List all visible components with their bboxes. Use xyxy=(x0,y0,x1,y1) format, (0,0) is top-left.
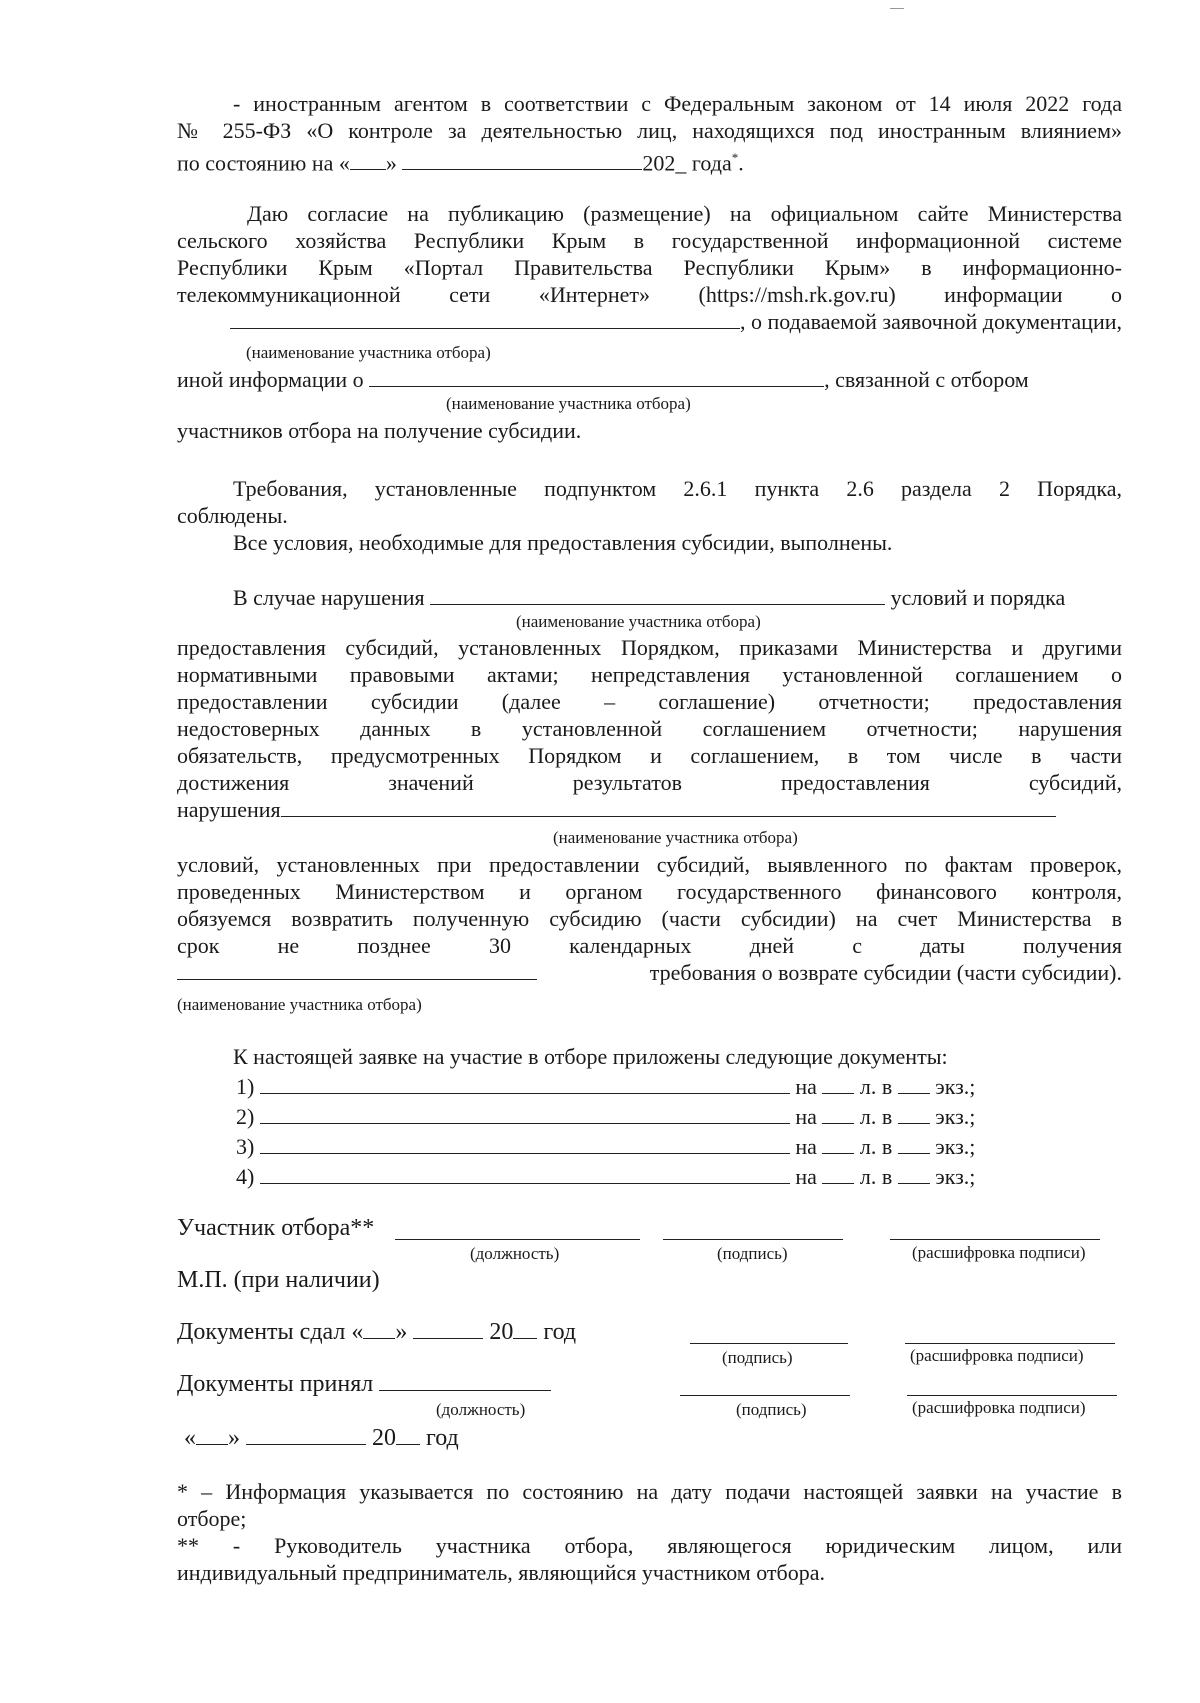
participant-blank xyxy=(230,308,740,329)
field-caption: (наименование участника отбора) xyxy=(246,343,491,362)
month-blank xyxy=(402,149,642,170)
text-line: № 255-ФЗ «О контроле за деятельностью лиц, находящихся под иностранным влиянием» xyxy=(177,118,1122,143)
footnote-2-cont: индивидуальный предприниматель, являющийся участником отбора. xyxy=(177,1560,826,1585)
participant-blank xyxy=(177,959,537,980)
text-line: по состоянию на « » 202_ года*. xyxy=(177,150,744,176)
text-line: Республики Крым «Портал Правительства Республики Крым» в информационно- xyxy=(177,255,1122,280)
text-line: обязательств, предусмотренных Порядком и соглашением, в том числе в части xyxy=(177,743,1122,768)
signature-caption: (подпись) xyxy=(736,1400,807,1419)
text-line: срок не позднее 30 календарных дней с даты получения xyxy=(177,933,1122,958)
day-blank xyxy=(350,149,386,170)
field-caption: (наименование участника отбора) xyxy=(553,828,798,847)
participant-label: Участник отбора** xyxy=(177,1215,375,1241)
decryption-caption: (расшифровка подписи) xyxy=(910,1346,1084,1365)
text-line: предоставления субсидий, установленных Порядком, приказами Министерства и другими xyxy=(177,635,1122,660)
attachment-row: 2) на л. в экз.; xyxy=(236,1104,976,1129)
position-caption: (должность) xyxy=(436,1400,526,1419)
text-line: В случае нарушения условий и порядка xyxy=(233,585,1066,610)
decryption-line xyxy=(890,1238,1100,1240)
footnote-2: ** - Руководитель участника отбора, являющегося юридическим лицом, или xyxy=(177,1533,1122,1558)
violation-paragraph-cont xyxy=(177,851,1122,986)
signature-line xyxy=(663,1238,843,1240)
attachment-row: 3) на л. в экз.; xyxy=(236,1134,976,1159)
foreign-agent-paragraph xyxy=(177,90,1122,176)
field-caption: (наименование участника отбора) xyxy=(446,394,691,413)
stamp-label: М.П. (при наличии) xyxy=(177,1267,380,1293)
text-line: проведенных Министерством и органом государственного финансового контроля, xyxy=(177,879,1122,904)
signature-caption: (подпись) xyxy=(717,1244,788,1263)
document-name-blank xyxy=(260,1133,790,1154)
attachment-row: 1) на л. в экз.; xyxy=(236,1074,976,1099)
consent-paragraph xyxy=(177,200,1122,335)
decryption-line xyxy=(907,1394,1117,1396)
text-line: иной информации о , связанной с отбором xyxy=(177,367,1029,392)
text-line: недостоверных данных в установленной соглашением отчетности; нарушения xyxy=(177,716,1122,741)
text-line: нарушения xyxy=(177,796,1122,823)
text-line: нормативными правовыми актами; непредставления установленной соглашением о xyxy=(177,662,1122,687)
document-name-blank xyxy=(260,1073,790,1094)
participant-blank xyxy=(281,796,1056,817)
violation-paragraph xyxy=(177,634,1122,823)
text-line: условий, установленных при предоставлении субсидий, выявленного по фактам проверок, xyxy=(177,852,1122,877)
requirements-paragraph xyxy=(177,475,1122,556)
receipt-date-line: « » 20 год xyxy=(184,1425,459,1451)
decryption-caption: (расшифровка подписи) xyxy=(912,1243,1086,1262)
text-line: обязуемся возвратить полученную субсидию (части субсидии) на счет Министерства в xyxy=(177,906,1122,931)
participant-blank xyxy=(369,366,824,387)
text-line: Даю согласие на публикацию (размещение) на официальном сайте Министерства xyxy=(247,201,1122,226)
signature-caption: (подпись) xyxy=(722,1348,793,1367)
footnotes xyxy=(177,1478,1122,1586)
received-line: Документы принял xyxy=(177,1370,551,1398)
signature-line xyxy=(680,1394,850,1396)
text-line: предоставлении субсидии (далее – соглашение) отчетности; предоставления xyxy=(177,689,1122,714)
attachment-row: 4) на л. в экз.; xyxy=(236,1164,976,1189)
text-line: , о подаваемой заявочной документации, xyxy=(177,308,1122,335)
field-caption: (наименование участника отбора) xyxy=(516,612,761,631)
document-name-blank xyxy=(260,1103,790,1124)
text-line: Все условия, необходимые для предоставления субсидии, выполнены. xyxy=(233,530,893,555)
field-caption: (наименование участника отбора) xyxy=(177,995,422,1014)
document-name-blank xyxy=(260,1163,790,1184)
text-line: телекоммуникационной сети «Интернет» (https://msh.rk.gov.ru) информации о xyxy=(177,282,1122,307)
position-caption: (должность) xyxy=(470,1244,560,1263)
submitted-line: Документы сдал « » 20 год xyxy=(177,1319,577,1345)
text-line: Требования, установленные подпунктом 2.6.1 пункта 2.6 раздела 2 Порядка, xyxy=(233,476,1122,501)
decryption-line xyxy=(905,1342,1115,1344)
text-line: сельского хозяйства Республики Крым в государственной информационной системе xyxy=(177,228,1122,253)
text-line: требования о возврате субсидии (части субсидии). xyxy=(177,959,1122,986)
footnote-1-cont: отборе; xyxy=(177,1506,247,1531)
footnote-1: * – Информация указывается по состоянию на дату подачи настоящей заявки на участие в xyxy=(177,1479,1122,1504)
text-line: соблюдены. xyxy=(177,503,288,528)
scan-mark xyxy=(890,8,904,9)
attachments-intro: К настоящей заявке на участие в отборе приложены следующие документы: xyxy=(233,1044,948,1069)
text-line: - иностранным агентом в соответствии с Федеральным законом от 14 июля 2022 года xyxy=(233,91,1122,116)
position-line xyxy=(395,1238,640,1240)
decryption-caption: (расшифровка подписи) xyxy=(912,1398,1086,1417)
signature-line xyxy=(690,1342,848,1344)
text-line: участников отбора на получение субсидии. xyxy=(177,418,582,443)
text-line: достижения значений результатов предоставления субсидий, xyxy=(177,770,1122,795)
participant-blank xyxy=(430,584,885,605)
